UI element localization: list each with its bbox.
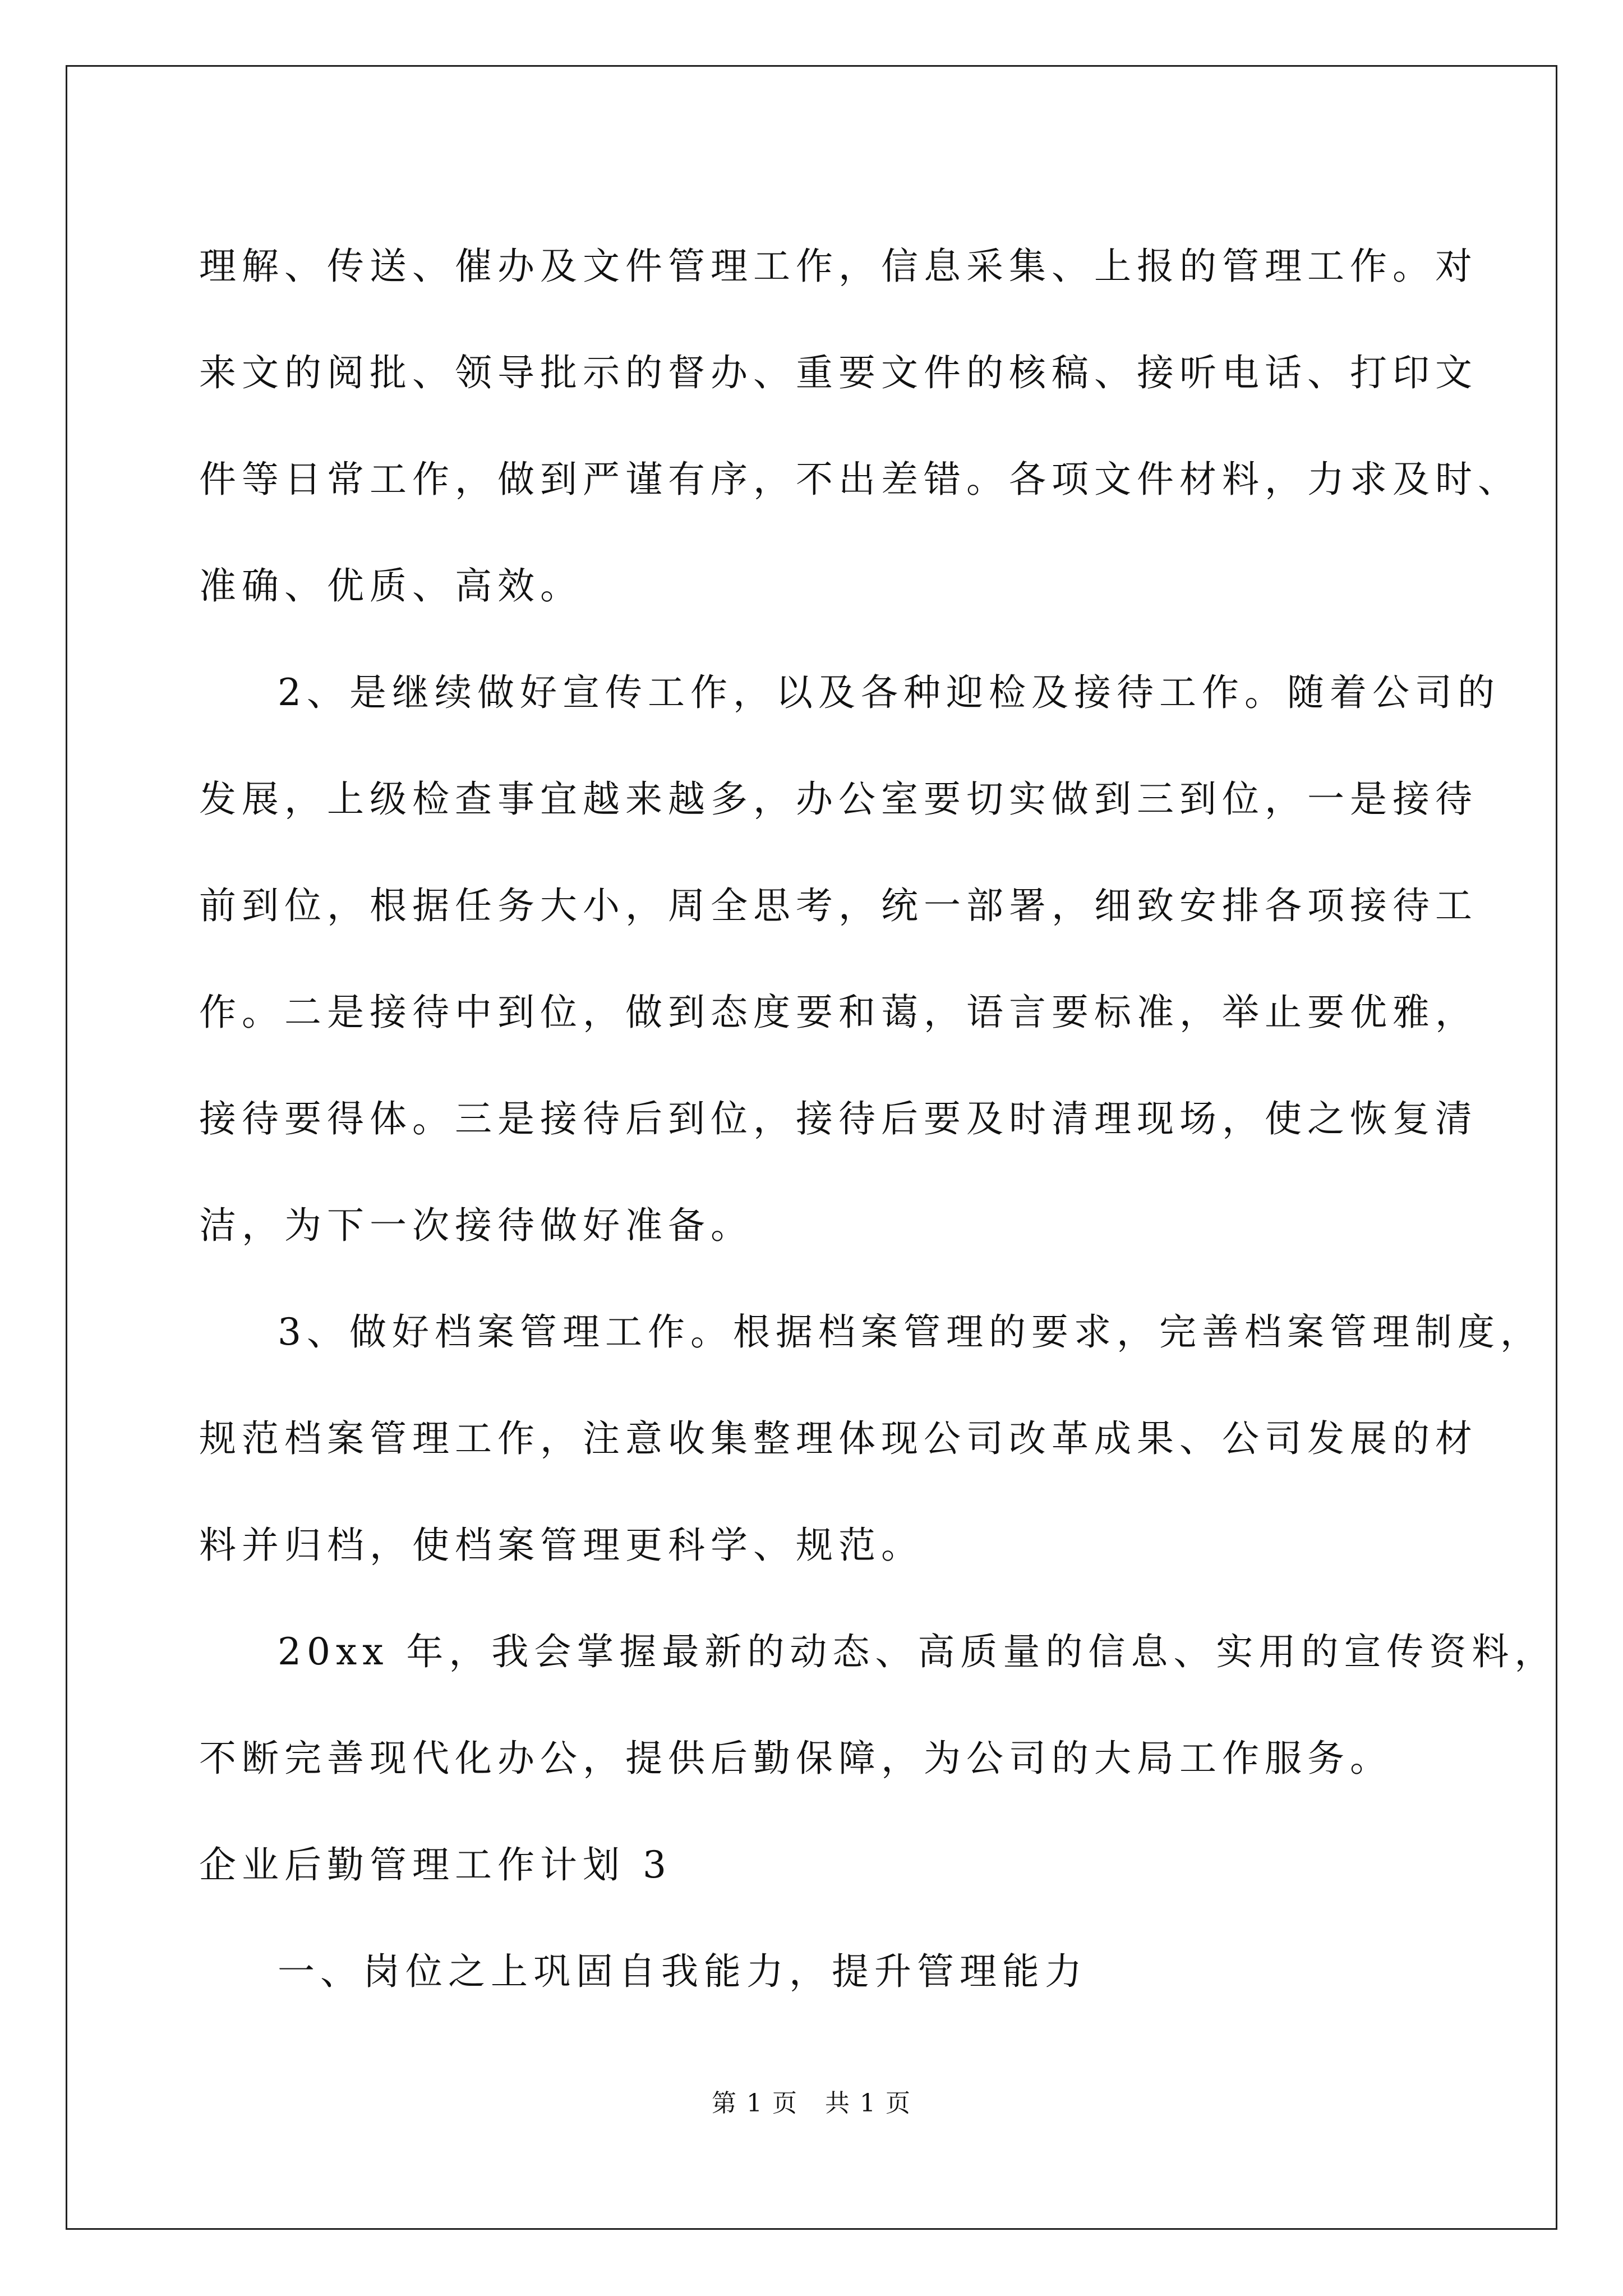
paragraph-2-line-2: 发展，上级检查事宜越来越多，办公室要切实做到三到位，一是接待 (199, 777, 1478, 821)
paragraph-2-line-6: 洁，为下一次接待做好准备。 (199, 1204, 753, 1247)
text-line-4: 准确、优质、高效。 (199, 564, 583, 608)
paragraph-3-line-2: 规范档案管理工作，注意收集整理体现公司改革成果、公司发展的材 (199, 1417, 1478, 1460)
paragraph-2-line-3: 前到位，根据任务大小，周全思考，统一部署，细致安排各项接待工 (199, 884, 1478, 927)
paragraph-4-line-2: 不断完善现代化办公，提供后勤保障，为公司的大局工作服务。 (199, 1737, 1393, 1780)
paragraph-4-line-1: 20xx 年，我会掌握最新的动态、高质量的信息、实用的宣传资料， (278, 1630, 1557, 1673)
paragraph-2-line-5: 接待要得体。三是接待后到位，接待后要及时清理现场，使之恢复清 (199, 1097, 1478, 1140)
page-footer: 第 1 页 共 1 页 (712, 2089, 911, 2118)
paragraph-2-line-1: 2、是继续做好宣传工作，以及各种迎检及接待工作。随着公司的 (278, 671, 1500, 714)
text-line-3: 件等日常工作，做到严谨有序，不出差错。各项文件材料，力求及时、 (199, 458, 1520, 501)
subsection-heading: 一、岗位之上巩固自我能力，提升管理能力 (278, 1950, 1087, 1993)
document-body (199, 213, 1557, 2025)
paragraph-2-line-4: 作。二是接待中到位，做到态度要和蔼，语言要标准，举止要优雅， (199, 991, 1478, 1034)
paragraph-3-line-1: 3、做好档案管理工作。根据档案管理的要求，完善档案管理制度， (278, 1310, 1543, 1354)
text-line-1: 理解、传送、催办及文件管理工作，信息采集、上报的管理工作。对 (199, 245, 1478, 288)
text-line-2: 来文的阅批、领导批示的督办、重要文件的核稿、接听电话、打印文 (199, 351, 1478, 394)
section-heading: 企业后勤管理工作计划 3 (199, 1843, 672, 1887)
paragraph-3-line-3: 料并归档，使档案管理更科学、规范。 (199, 1524, 924, 1567)
